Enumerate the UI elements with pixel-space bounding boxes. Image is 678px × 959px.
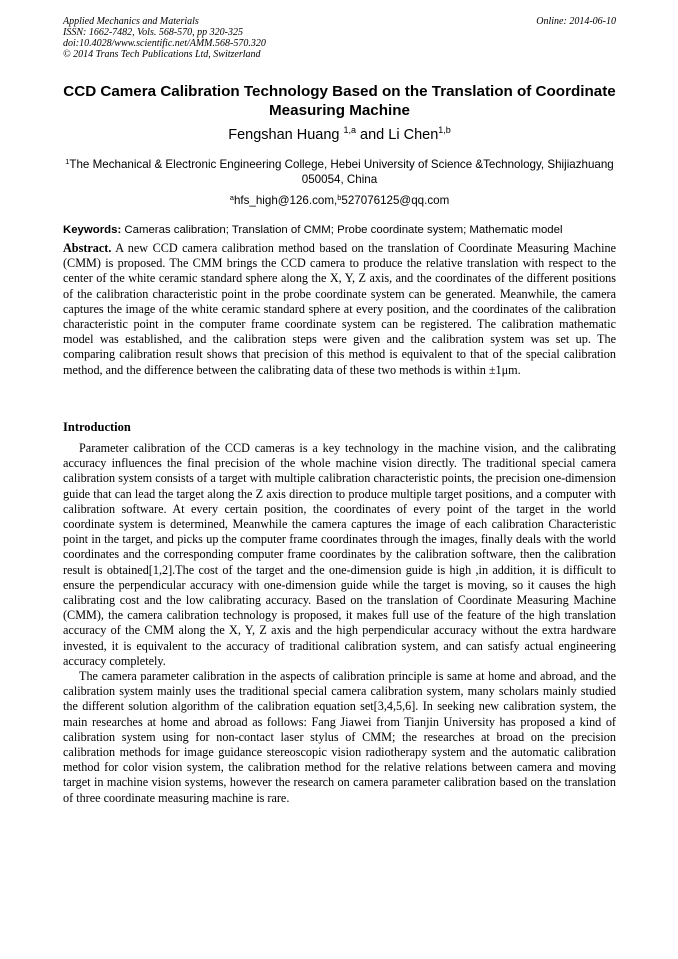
paragraph: Parameter calibration of the CCD cameras is a key technology in the machine vision, and the calibrating accuracy influences the final precision of the whole machine vision directly. The traditional special camera calibration system consists of a target with multiple calibration characteristic points, the precision one-dimension guide that can lead the target along the Z axis direction to produce multiple target positions, and a computer with calibration software. At every certain position, the coordinates of every point of the target in the world coordinate system is determined, Meanwhile the camera captures the image of each calibration Characteristic point in the target, and picks up the computer frame coordinates through the images, finally deals with the world coordinates and the corresponding computer frame coordinates by the calibration software, then the calibration result is obtained[1,2].The cost of the target and the one-dimension guide is high ,in addition, it is difficult to ensure the perpendicular accuracy with one-dimension guide while the target is moving, so it causes the high calibrating cost and the low calibrating accuracy. Based on the translation of Coordinate Measuring Machine (CMM), the camera calibration technology is proposed, it makes full use of the feature of the high translation accuracy of the CMM along the X, Y, Z axis and the high perpendicular accuracy without the extra hardware invested, it is equivalent to the accuracy of traditional calibration system, and can satisfy actual engineering accuracy completely. — [63, 441, 616, 668]
author-name: Li Chen — [388, 127, 439, 143]
paper-title: CCD Camera Calibration Technology Based on the Translation of Coordinate Measuring Machine — [63, 83, 616, 119]
keywords-text: Cameras calibration; Translation of CMM; Probe coordinate system; Mathematic model — [124, 224, 563, 236]
journal-name: Applied Mechanics and Materials — [63, 16, 199, 27]
online-date: Online: 2014-06-10 — [536, 16, 616, 27]
email-line — [63, 193, 616, 208]
issn-line: ISSN: 1662-7482, Vols. 568-570, pp 320-325 — [63, 27, 243, 38]
doi-line: doi:10.4028/www.scientific.net/AMM.568-570.320 — [63, 38, 266, 49]
copyright-line: © 2014 Trans Tech Publications Ltd, Switzerland — [63, 49, 261, 60]
author-affiliation-mark: 1,b — [438, 125, 451, 135]
section-heading: Introduction — [63, 420, 131, 434]
author-affiliation-mark: 1,a — [343, 125, 357, 135]
introduction-body — [63, 441, 616, 806]
author-conjunction: and — [360, 127, 385, 143]
abstract-text: A new CCD camera calibration method based on the translation of Coordinate Measuring Machine (CMM) is proposed. The CMM brings the CCD camera to produce the relative translation with respect to the center of the white ceramic standard sphere along the X, Y, Z axis, and the coordinates of the different positions of the calibration characteristic point in the probe coordinate system can be generated. Meanwhile, the camera captures the image of the white ceramic standard sphere at every position, and the coordinates of the calibration characteristic point in the computer frame coordinate system can be registered. The calibration mathematic model was established, and the calibration steps were given and the calibration system was set up. The comparing calibration result shows that precision of this method is equivalent to that of the special calibration method, and the difference between the calibrating data of these two methods is within ±1μm. — [63, 241, 616, 377]
author-line — [63, 126, 616, 144]
abstract — [63, 241, 616, 378]
keywords-label: Keywords: — [63, 224, 122, 236]
keywords — [63, 223, 623, 238]
journal-header — [63, 16, 616, 60]
affiliation-mark: 1 — [65, 157, 70, 166]
email-mark: a — [229, 193, 234, 202]
abstract-label: Abstract. — [63, 241, 112, 255]
email-address: 527076125@qq.com — [341, 194, 450, 207]
affiliation — [63, 157, 616, 187]
author-name: Fengshan Huang — [228, 127, 340, 143]
affiliation-text: The Mechanical & Electronic Engineering College, Hebei University of Science &Technology, Shijiazhuang 050054, China — [69, 158, 614, 186]
email-address: hfs_high@126.com, — [233, 194, 338, 207]
paragraph: The camera parameter calibration in the aspects of calibration principle is same at home and abroad, and the calibration system mainly uses the traditional special camera calibration system, many scholars mainly studied the different solution algorithm of the calibration equation set[3,4,5,6]. In seeking new calibration system, the main researches at home and abroad as follows: Fang Jiawei from Tianjin University has proposed a kind of calibration system using for non-contact laser stylus of CMM; the researches at broad on the precision calibration methods for image guidance stereoscopic vision radiotherapy system and the automatic calibration method for color vision system, the calibration method for the relative relations between camera and moving target in machine vision systems, however the research on camera parameter calibration based on the translation of three coordinate measuring machine is rare. — [63, 669, 616, 805]
email-mark: b — [337, 193, 342, 202]
